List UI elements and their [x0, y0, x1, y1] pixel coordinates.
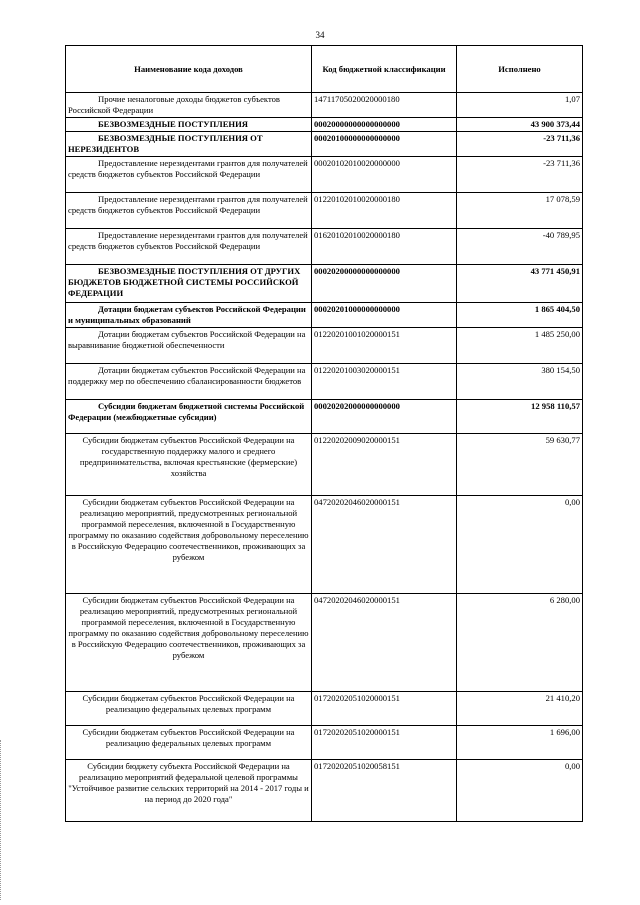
table-row	[66, 229, 583, 265]
row-budget-code: 01220201001020000151	[312, 328, 457, 364]
row-budget-code: 04720202046020000151	[312, 496, 457, 594]
table-row	[66, 434, 583, 496]
table-row	[66, 496, 583, 594]
row-income-name: БЕЗВОЗМЕЗДНЫЕ ПОСТУПЛЕНИЯ ОТ ДРУГИХ БЮДЖЕТОВ БЮДЖЕТНОЙ СИСТЕМЫ РОССИЙСКОЙ ФЕДЕРАЦИИ	[66, 265, 312, 303]
row-budget-code: 00020201000000000000	[312, 303, 457, 328]
table-row	[66, 594, 583, 692]
table-row	[66, 93, 583, 118]
table-row	[66, 193, 583, 229]
table-row	[66, 118, 583, 132]
row-budget-code: 00020202000000000000	[312, 400, 457, 434]
row-executed-value: -23 711,36	[457, 157, 583, 193]
row-executed-value: -40 789,95	[457, 229, 583, 265]
row-budget-code: 00020100000000000000	[312, 132, 457, 157]
row-executed-value: 1 485 250,00	[457, 328, 583, 364]
row-income-name: Субсидии бюджетам бюджетной системы Российской Федерации (межбюджетные субсидии)	[66, 400, 312, 434]
row-income-name: Дотации бюджетам субъектов Российской Федерации на выравнивание бюджетной обеспеченности	[66, 328, 312, 364]
row-income-name: Субсидии бюджетам субъектов Российской Федерации на реализацию мероприятий, предусмотренных региональной программой переселения, включенной в Государственную программу по оказанию содействия добровольному переселению в Российскую Федерацию соотечественников, проживающих за рубежом	[66, 496, 312, 594]
page-number: 34	[315, 30, 325, 40]
row-budget-code: 00020102010020000000	[312, 157, 457, 193]
row-executed-value: 0,00	[457, 760, 583, 822]
row-executed-value: 59 630,77	[457, 434, 583, 496]
row-executed-value: -23 711,36	[457, 132, 583, 157]
row-income-name: Субсидии бюджетам субъектов Российской Федерации на реализацию мероприятий, предусмотренных региональной программой переселения, включенной в Государственную программу по оказанию содействия добровольному переселению в Российскую Федерацию соотечественников, проживающих за рубежом	[66, 594, 312, 692]
row-income-name: Предоставление нерезидентами грантов для получателей средств бюджетов субъектов Российской Федерации	[66, 157, 312, 193]
row-executed-value: 43 771 450,91	[457, 265, 583, 303]
scan-edge-marks	[0, 740, 7, 900]
row-budget-code: 04720202046020000151	[312, 594, 457, 692]
income-execution-table	[65, 45, 583, 822]
table-row	[66, 157, 583, 193]
table-row	[66, 400, 583, 434]
row-executed-value: 0,00	[457, 496, 583, 594]
row-budget-code: 14711705020020000180	[312, 93, 457, 118]
row-income-name: Прочие неналоговые доходы бюджетов субъектов Российской Федерации	[66, 93, 312, 118]
header-budget-code: Код бюджетной классификации	[312, 46, 457, 93]
row-executed-value: 1 696,00	[457, 726, 583, 760]
row-budget-code: 01720202051020000151	[312, 726, 457, 760]
row-income-name: Предоставление нерезидентами грантов для получателей средств бюджетов субъектов Российской Федерации	[66, 229, 312, 265]
row-executed-value: 6 280,00	[457, 594, 583, 692]
row-executed-value: 1,07	[457, 93, 583, 118]
row-budget-code: 00020000000000000000	[312, 118, 457, 132]
table-row	[66, 328, 583, 364]
table-row	[66, 364, 583, 400]
row-budget-code: 01720202051020000151	[312, 692, 457, 726]
row-executed-value: 17 078,59	[457, 193, 583, 229]
table-row	[66, 303, 583, 328]
row-income-name: БЕЗВОЗМЕЗДНЫЕ ПОСТУПЛЕНИЯ ОТ НЕРЕЗИДЕНТОВ	[66, 132, 312, 157]
row-budget-code: 00020200000000000000	[312, 265, 457, 303]
table-header-row	[66, 46, 583, 93]
table-row	[66, 265, 583, 303]
row-executed-value: 43 900 373,44	[457, 118, 583, 132]
row-executed-value: 12 958 110,57	[457, 400, 583, 434]
row-executed-value: 380 154,50	[457, 364, 583, 400]
row-income-name: Субсидии бюджетам субъектов Российской Федерации на реализацию федеральных целевых программ	[66, 726, 312, 760]
row-executed-value: 1 865 404,50	[457, 303, 583, 328]
table-row	[66, 760, 583, 822]
row-budget-code: 01720202051020058151	[312, 760, 457, 822]
row-income-name: Субсидии бюджетам субъектов Российской Федерации на реализацию федеральных целевых программ	[66, 692, 312, 726]
row-budget-code: 01220102010020000180	[312, 193, 457, 229]
row-income-name: Субсидии бюджету субъекта Российской Федерации на реализацию мероприятий федеральной целевой программы "Устойчивое развитие сельских территорий на 2014 - 2017 годы и на период до 2020 года"	[66, 760, 312, 822]
row-income-name: Дотации бюджетам субъектов Российской Федерации и муниципальных образований	[66, 303, 312, 328]
row-income-name: Субсидии бюджетам субъектов Российской Федерации на государственную поддержку малого и среднего предпринимательства, включая крестьянские (фермерские) хозяйства	[66, 434, 312, 496]
table-row	[66, 726, 583, 760]
header-income-name: Наименование кода доходов	[66, 46, 312, 93]
row-income-name: Предоставление нерезидентами грантов для получателей средств бюджетов субъектов Российской Федерации	[66, 193, 312, 229]
row-executed-value: 21 410,20	[457, 692, 583, 726]
table-row	[66, 132, 583, 157]
table-row	[66, 692, 583, 726]
row-budget-code: 01620102010020000180	[312, 229, 457, 265]
row-income-name: Дотации бюджетам субъектов Российской Федерации на поддержку мер по обеспечению сбалансированности бюджетов	[66, 364, 312, 400]
header-executed: Исполнено	[457, 46, 583, 93]
row-budget-code: 01220202009020000151	[312, 434, 457, 496]
row-budget-code: 01220201003020000151	[312, 364, 457, 400]
row-income-name: БЕЗВОЗМЕЗДНЫЕ ПОСТУПЛЕНИЯ	[66, 118, 312, 132]
